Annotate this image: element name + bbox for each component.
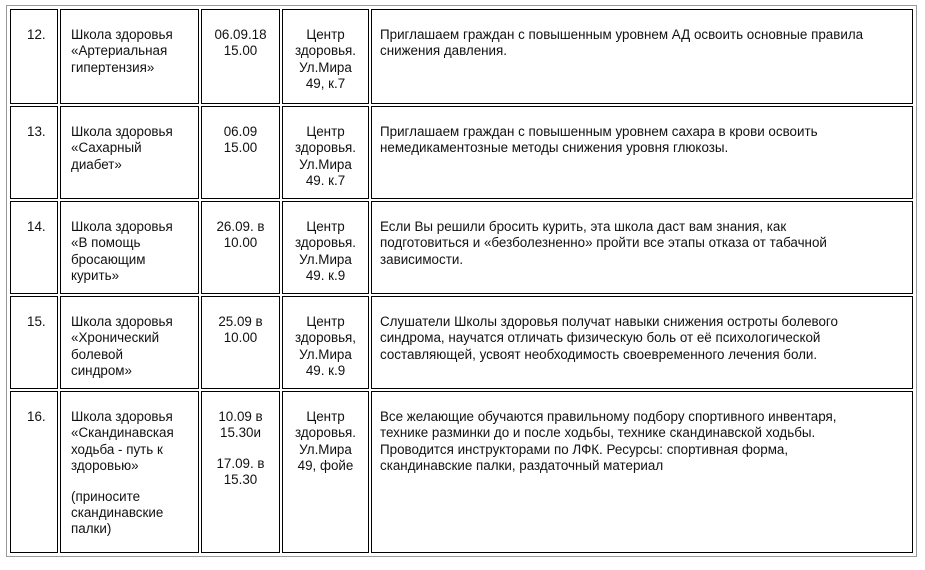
event-title-line: «Сахарный [71,140,142,156]
event-place [283,10,368,93]
event-date-line: 06.09.18 [214,27,267,42]
event-title [61,202,198,285]
schedule-table-body [10,9,913,553]
event-description-cell [371,201,913,294]
event-place-line: здоровья. [294,425,357,441]
event-date-cell [201,391,280,553]
event-title-cell [60,296,199,389]
table-row [10,201,913,294]
event-description-cell [371,106,913,199]
event-description-line: Приглашаем граждан с повышенным уровнем АД освоить основные правила [380,27,864,42]
event-date-line: 06.09 [223,124,258,139]
event-place-cell [282,201,369,294]
event-place-line: Центр [306,314,345,329]
event-title-line: Школа здоровья [71,124,173,139]
event-title-line: Школа здоровья [71,27,173,42]
table-row [10,9,913,104]
row-number: 12. [27,27,46,42]
event-title-line: курить» [71,268,120,284]
event-title-cell [60,201,199,294]
event-description [372,10,912,60]
schedule-table [8,7,915,555]
event-date-line: 10.00 [223,330,258,346]
event-date-line: 26.09. в [216,219,265,234]
event-description-line: зависимости. [380,251,464,267]
event-title-line: ходьба - путь к [71,441,163,457]
event-place-cell [282,296,369,389]
event-place-line: Центр [306,219,345,234]
row-number-cell [10,296,58,389]
event-place [283,392,368,475]
event-place-line: Ул.Мира [299,251,352,267]
event-description-line: Все желающие обучаются правильному подбору спортивного инвентаря, [380,409,837,424]
event-date-line: 15.00 [223,140,258,156]
row-number-cell [10,106,58,199]
event-note-line: палки) [71,521,112,537]
event-place-line: здоровья. [294,140,357,156]
event-description-line: Слушатели Школы здоровья получат навыки снижения остроты болевого [380,314,838,329]
event-place-line: Ул.Мира [299,59,352,75]
table-row [10,296,913,389]
event-date-cell [201,201,280,294]
row-number: 13. [27,124,46,139]
event-place-line: 49, фойе [297,458,354,474]
event-date-line: 25.09 в [218,314,263,329]
row-number: 16. [27,409,46,424]
event-place-cell [282,9,369,104]
event-description [372,107,912,157]
event-place-line: Ул.Мира [299,441,352,457]
event-title [61,392,198,538]
event-date-cell [201,9,280,104]
spacer [204,442,277,456]
event-place-line: Центр [306,124,345,139]
event-place-line: Ул.Мира [299,156,352,172]
event-title-line: «Артериальная [71,43,168,59]
event-description-line: немедикаментозные методы снижения уровня глюкозы. [380,140,729,156]
event-date [202,392,279,489]
event-place-line: 49. к.7 [305,173,346,189]
event-note-line: (приносите [71,488,141,504]
event-title-line: синдром» [71,363,132,379]
event-description-line: Проводится инструкторами по ЛФК. Ресурсы: спортивная форма, [380,441,789,457]
event-title-line: Школа здоровья [71,409,173,424]
event-place-line: здоровья, [294,330,357,346]
event-title-line: «Скандинавская [71,425,174,441]
event-title-line: «Хронический [71,330,160,346]
event-place-line: здоровья. [294,43,357,59]
event-place-line: Центр [306,409,345,424]
event-title [61,107,198,173]
event-place-cell [282,106,369,199]
schedule-table-frame [6,5,917,557]
table-row [10,391,913,553]
event-date-cell [201,106,280,199]
row-number: 14. [27,219,46,234]
event-date-line: 10.00 [223,235,258,251]
event-description-line: скандинавские палки, раздаточный материал [380,458,664,474]
event-place-line: здоровья. [294,235,357,251]
event-date-line: 17.09. в [216,455,265,471]
event-description-line: Приглашаем граждан с повышенным уровнем сахара в крови освоить [380,124,818,139]
event-title-line: Школа здоровья [71,314,173,329]
event-description-line: синдрома, научатся отличать физическую боль от её психологической [380,330,821,346]
event-title-line: диабет» [71,156,122,172]
event-place-line: Ул.Мира [299,346,352,362]
event-title-line: здоровью» [71,458,139,474]
event-note-line: скандинавские [71,505,164,521]
event-description-line: составляющей, усвоят необходимость своевременного лечения боли. [380,346,818,362]
event-date-line: 15.00 [223,43,258,59]
event-title-line: бросающим [71,251,146,267]
event-description-cell [371,296,913,389]
event-date-line: 15.30 [223,472,258,488]
event-place-line: 49, к.7 [305,76,346,92]
event-description-cell [371,9,913,104]
spacer [71,475,194,489]
event-description-line: снижения давления. [380,43,507,59]
event-date-line: 10.09 в [218,409,263,424]
event-title-line: «В помощь [71,235,141,251]
event-place [283,297,368,380]
event-date [202,202,279,252]
event-title [61,10,198,76]
event-description [372,202,912,268]
event-date [202,297,279,347]
row-number-cell [10,391,58,553]
row-number-cell [10,201,58,294]
event-description [372,392,912,475]
event-description-line: технике разминки до и после ходьбы, технике скандинавской ходьбы. [380,425,816,441]
row-number: 15. [27,314,46,329]
event-title-line: болевой [71,346,123,362]
event-date [202,10,279,60]
row-number-cell [10,9,58,104]
event-description-line: подготовиться и «безболезненно» пройти все этапы отказа от табачной [380,235,827,251]
event-place-line: Центр [306,27,345,42]
event-title-line: гипертензия» [71,59,155,75]
event-place-line: 49. к.9 [305,363,346,379]
event-date [202,107,279,157]
event-place [283,202,368,285]
event-place-line: 49. к.9 [305,268,346,284]
table-row [10,106,913,199]
event-description-line: Если Вы решили бросить курить, эта школа даст вам знания, как [380,219,787,234]
event-description-cell [371,391,913,553]
event-place [283,107,368,190]
event-title-cell [60,106,199,199]
event-date-cell [201,296,280,389]
event-date-line: 15.30и [220,425,261,441]
event-title-cell [60,9,199,104]
event-place-cell [282,391,369,553]
event-title-line: Школа здоровья [71,219,173,234]
event-description [372,297,912,363]
event-title-cell [60,391,199,553]
event-title [61,297,198,380]
